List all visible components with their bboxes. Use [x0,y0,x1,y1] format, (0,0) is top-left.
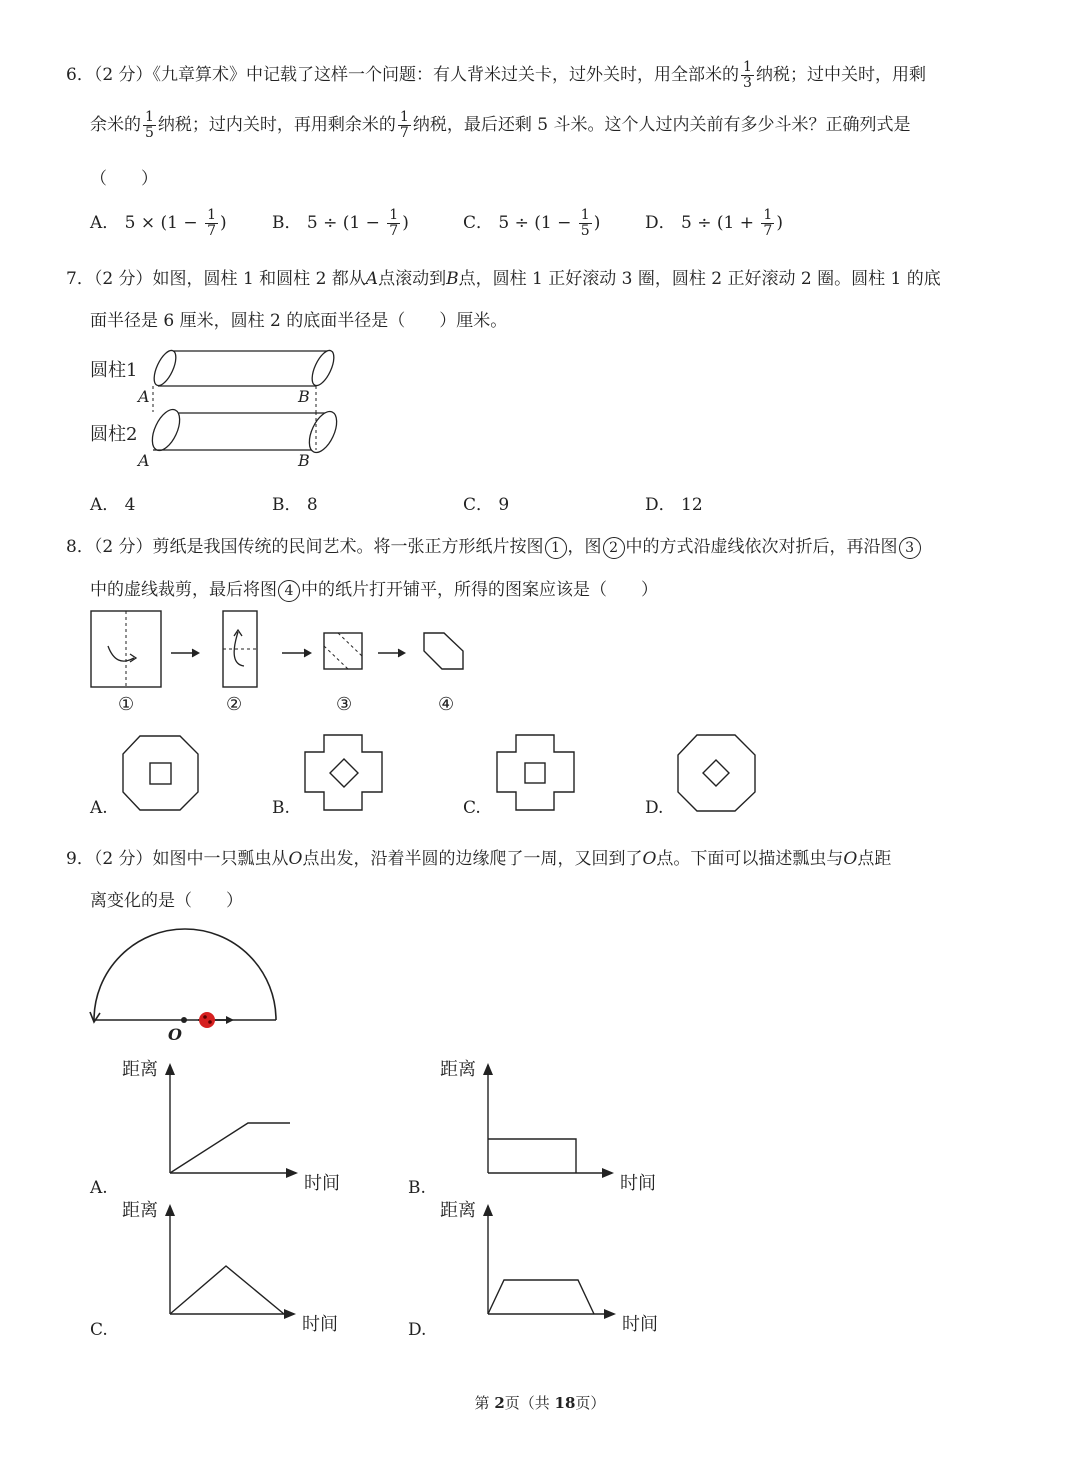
q9-option-c-label[interactable]: C. [90,1320,108,1340]
q8-option-d-label[interactable]: D. [645,798,664,818]
point-a-2: A [138,451,150,470]
fraction-1-3: $\frac{1}{3}$ [743,59,752,91]
fraction-1-7: $\frac{1}{7}$ [399,109,409,141]
step1-label: ① [118,694,135,715]
q9-option-b-label[interactable]: B. [408,1178,426,1198]
q7-number: 7．（2 分） [66,269,153,289]
point-o-label: O [168,1025,182,1044]
svg-text:时间: 时间 [620,1173,656,1194]
q7-cylinder-figure [86,342,356,477]
step3-label: ③ [336,694,353,715]
step2-label: ② [226,694,243,715]
svg-text:时间: 时间 [622,1314,658,1335]
point-o [181,1017,187,1023]
q7-option-a[interactable]: A． 4 [90,495,136,515]
q9-option-d-label[interactable]: D. [408,1320,427,1340]
q6-option-c[interactable]: C． 5 ÷ (1 − $\frac{1}{5}$ ) [463,207,601,239]
cylinder1-label: 圆柱1 [90,360,138,381]
q8-line1: 8．（2 分）剪纸是我国传统的民间艺术。将一张正方形纸片按图 1 ，图 2 中的方式沿虚线依次对折后，再沿图 3 [66,532,922,559]
q6-option-b[interactable]: B． 5 ÷ (1 − $\frac{1}{7}$ ) [272,207,409,239]
q7-line2: 面半径是 6 厘米，圆柱 2 的底面半径是（ ）厘米。 [90,311,508,331]
q9-option-a-label[interactable]: A. [90,1178,108,1198]
point-b-1: B [298,387,310,406]
q7-option-b[interactable]: B． 8 [272,495,318,515]
q6-option-d[interactable]: D． 5 ÷ (1 + $\frac{1}{7}$ ) [645,207,783,239]
q9-option-b-graph[interactable] [436,1055,676,1195]
page-footer: 第 2页（共 18页） [474,1394,606,1412]
q9-option-c-graph[interactable] [118,1196,358,1336]
q8-option-c-label[interactable]: C. [463,798,481,818]
q8-option-c-figure[interactable] [492,730,580,816]
svg-text:时间: 时间 [304,1173,340,1194]
q7-option-c[interactable]: C． 9 [463,495,510,515]
q9-number: 9．（2 分） [66,849,153,869]
q8-option-a-label[interactable]: A. [90,798,108,818]
step2-rect [223,611,257,687]
q8-folding-steps [86,606,486,718]
direction-arrow-icon [226,1016,234,1024]
step4-label: ④ [438,694,455,715]
q6-number: 6．（2 分） [66,65,153,85]
q9-option-d-graph[interactable] [436,1196,676,1336]
q9-semicircle-figure [86,922,286,1048]
q8-number: 8．（2 分） [66,537,153,557]
q7-option-d[interactable]: D． 12 [645,495,703,515]
q6-option-a[interactable]: A． 5 × (1 − $\frac{1}{7}$ ) [90,207,227,239]
svg-text:时间: 时间 [302,1314,338,1335]
fraction-1-5: $\frac{1}{5}$ [145,109,154,141]
cylinder2-label: 圆柱2 [90,424,138,445]
svg-text:距离: 距离 [122,1059,158,1080]
point-b-2: B [298,451,310,470]
q8-option-a-figure[interactable] [118,730,204,816]
svg-text:距离: 距离 [440,1200,476,1221]
svg-text:距离: 距离 [122,1200,158,1221]
q8-option-b-figure[interactable] [300,730,388,816]
q9-line2: 离变化的是（ ） [90,891,243,911]
q9-option-a-graph[interactable] [118,1055,358,1195]
q8-line2: 中的虚线裁剪，最后将图 4 中的纸片打开铺平，所得的图案应该是（ ） [90,580,658,600]
q6-line1: 6．（2 分）《九章算术》中记载了这样一个问题：有人背米过关卡，过外关时，用全部米的 $\frac{1}{3}$ 纳税；过中关时，用剩 [66,59,926,91]
q6-line2: 余米的 $\frac{1}{5}$ 纳税；过内关时，再用剩余米的 $\frac{1}{7}$ 纳税，最后还剩 5 斗米。这个人过内关前有多少斗米？正确列式是 [90,109,911,141]
point-a-1: A [138,387,150,406]
q6-answer-paren: （ ） [90,169,158,189]
svg-text:距离: 距离 [440,1059,476,1080]
step4-shape [424,633,463,669]
q9-line1: 9．（2 分）如图中一只瓢虫从O点出发，沿着半圆的边缘爬了一周，又回到了O点。下面可以描述瓢虫与O点距 [66,849,892,869]
q7-line1: 7．（2 分）如图，圆柱 1 和圆柱 2 都从A点滚动到B点，圆柱 1 正好滚动 3 圈，圆柱 2 正好滚动 2 圈。圆柱 1 的底 [66,269,941,289]
q8-option-d-figure[interactable] [673,730,761,816]
ladybug-icon [199,1012,215,1028]
q8-option-b-label[interactable]: B. [272,798,290,818]
